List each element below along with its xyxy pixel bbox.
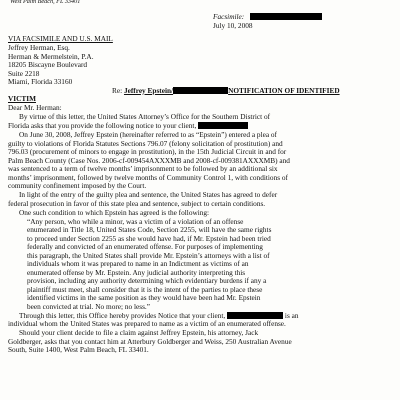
recipient-name: Jeffrey Herman, Esq.	[8, 43, 70, 52]
redaction-block	[173, 87, 228, 94]
body-line: 796.03 (procurement of minors to engage in prostitution), in the 15th Judicial Circuit in and for	[8, 147, 287, 156]
quote-line: to proceed under Section 2255 as she would have had, if Mr. Epstein had been tried	[27, 233, 271, 243]
body-text: Florida asks that you provide the following notice to your client,	[8, 120, 197, 130]
body-line: community confinement imposed by the Court.	[8, 181, 147, 190]
redaction-block	[198, 122, 248, 129]
body-line: Palm Beach County (Case Nos. 2006-cf-009454AXXXMB and 2008-cf-009381AXXXMB) and	[8, 155, 290, 165]
re-subject-a: Jeffrey Epstein/	[123, 85, 174, 95]
body-line: months’ imprisonment, followed by twelve months of Community Control 1, with conditions of	[8, 172, 288, 182]
quote-line: provision, including any authority determining which evidentiary burdens if any a	[27, 276, 267, 285]
body-line: In light of the entry of the guilty plea and sentence, the United States has agreed to defer	[19, 190, 278, 199]
body-line: Goldberger, asks that you contact him at Atterbury Goldberger and Weiss, 250 Australian Avenue	[8, 336, 292, 346]
body-line: was sentenced to a term of twelve months’ imprisonment to be followed by an additional six	[8, 164, 278, 173]
quote-line: plaintiff must meet, shall consider that it is the intent of the parties to place these	[27, 284, 263, 294]
body-text: is an	[284, 310, 299, 320]
redaction-block	[250, 13, 322, 20]
quote-line: enumerated offense by Mr. Epstein. Any judicial authority interpreting this	[27, 267, 246, 277]
quote-line: been convicted at trial. No more; no less.”	[27, 301, 150, 311]
body-line	[8, 122, 248, 131]
recipient-street: 18205 Biscayne Boulevard	[8, 60, 88, 69]
quote-line: identified victims in the same position as they would have been had Mr. Epstein	[27, 293, 261, 302]
recipient-firm: Herman & Mermelstein, P.A.	[8, 51, 94, 61]
re-subject-c: VICTIM	[8, 94, 36, 103]
body-line: By virtue of this letter, the United States Attorney’s Office for the Southern District of	[19, 112, 271, 121]
body-line: South, Suite 1400, West Palm Beach, FL 33401.	[8, 345, 149, 354]
re-line	[112, 87, 340, 96]
re-prefix: Re:	[112, 85, 123, 95]
body-line: On June 30, 2008, Jeffrey Epstein (hereinafter referred to as “Epstein”) entered a plea of	[19, 130, 277, 139]
body-line: One such condition to which Epstein has agreed is the following:	[19, 207, 210, 217]
body-line: Should your client decide to file a claim against Jeffrey Epstein, his attorney, Jack	[19, 328, 259, 337]
delivery-method: VIA FACSIMILE AND U.S. MAIL	[8, 34, 113, 43]
fax-label: Facsimile:	[213, 12, 245, 21]
recipient-suite: Suite 2218	[8, 68, 40, 78]
redaction-block	[227, 312, 283, 319]
body-line: guilty to violations of Florida Statutes Sections 796.07 (felony solicitation of prostitution) and	[8, 138, 283, 148]
letter-date: July 10, 2008	[213, 21, 253, 30]
quote-line: enumerated in Title 18, United States Code, Section 2255, will have the same rights	[27, 225, 272, 234]
body-line: individual whom the United States was prepared to name as a victim of an enumerated offense.	[8, 319, 286, 328]
body-text: Through this letter, this Office hereby provides Notice that your client,	[19, 310, 226, 320]
quote-line: this paragraph, the United States shall provide Mr. Epstein’s attorneys with a list of	[27, 250, 270, 260]
letterhead-address: West Palm Beach, FL 33401	[10, 0, 81, 5]
re-subject-b: NOTIFICATION OF IDENTIFIED	[228, 85, 340, 95]
quote-line: individuals whom it was prepared to name in an Indictment as victims of an	[27, 259, 249, 268]
body-line: federal prosecution in favor of this state plea and sentence, subject to certain conditions.	[8, 198, 266, 208]
salutation: Dear Mr. Herman:	[8, 102, 62, 112]
quote-line: “Any person, who while a minor, was a victim of a violation of an offense	[27, 216, 244, 226]
quote-line: federally and convicted of an enumerated offense. For purposes of implementing	[27, 242, 263, 251]
recipient-city: Miami, Florida 33160	[8, 77, 73, 86]
